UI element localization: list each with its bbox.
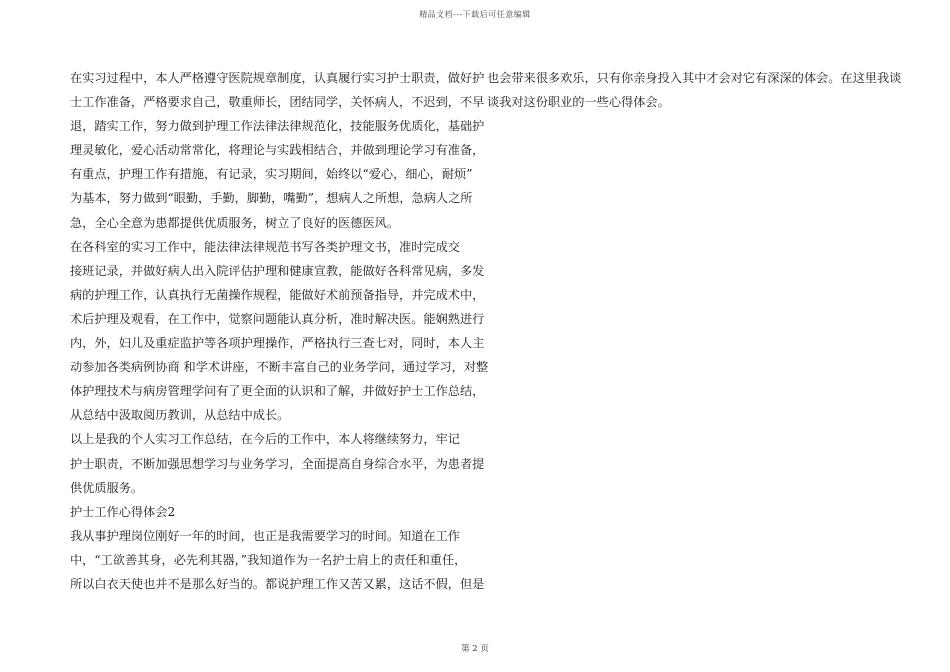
text-line: 中，“工欲善其身，必先利其器，”我知道作为一名护士肩上的责任和重任， bbox=[70, 552, 467, 567]
left-text-column bbox=[70, 66, 489, 596]
text-line: 有重点，护理工作有措施，有记录，实习期间，始终以“爱心，细心，耐烦” bbox=[70, 167, 473, 182]
text-line: 为基本，努力做到“眼勤，手勤，脚勤，嘴勤”，想病人之所想，急病人之所 bbox=[70, 191, 473, 206]
text-line: 术后护理及观看，在工作中，觉察问题能认真分析，准时解决医。能娴熟进行 bbox=[70, 311, 485, 326]
text-line: 接班记录，并做好病人出入院评估护理和健康宣教，能做好各科常见病，多发 bbox=[70, 263, 485, 278]
page-header: 精品文档---下载后可任意编辑 bbox=[419, 10, 531, 19]
text-line: 谈我对这份职业的一些心得体会。 bbox=[487, 95, 670, 110]
text-line: 急，全心全意为患都提供优质服务，树立了良好的医德医风。 bbox=[70, 215, 400, 230]
text-line: 我从事护理岗位刚好一年的时间，也正是我需要学习的时间。知道在工作 bbox=[70, 528, 460, 543]
text-line: 以上是我的个人实习工作总结，在今后的工作中，本人将继续努力，牢记 bbox=[70, 432, 460, 447]
text-line: 护士工作心得体会2 bbox=[70, 504, 176, 519]
text-line: 在实习过程中，本人严格遵守医院规章制度，认真履行实习护士职责，做好护 bbox=[70, 71, 485, 85]
text-line: 退，踏实工作，努力做到护理工作法律法律规范化，技能服务优质化，基础护 bbox=[70, 119, 485, 134]
page-number: 第 2 页 bbox=[461, 644, 489, 654]
text-line: 从总结中汲取阅历教训，从总结中成长。 bbox=[70, 408, 290, 423]
text-line: 内，外，妇儿及重症监护等各项护理操作，严格执行三查七对，同时，本人主 bbox=[70, 336, 485, 351]
text-line: 士工作准备，严格要求自己，敬重师长，团结同学，关怀病人，不迟到，不早 bbox=[70, 95, 485, 110]
text-line: 理灵敏化，爱心活动常常化，将理论与实践相结合，并做到理论学习有准备， bbox=[70, 143, 485, 158]
text-line: 在各科室的实习工作中，能法律法律规范书写各类护理文书，准时完成交 bbox=[70, 239, 460, 254]
text-line: 也会带来很多欢乐，只有你亲身投入其中才会对它有深深的体会。在这里我谈 bbox=[487, 71, 902, 85]
text-line: 体护理技术与病房管理学问有了更全面的认识和了解，并做好护士工作总结， bbox=[70, 384, 485, 399]
right-text-column bbox=[487, 66, 902, 114]
text-line: 病的护理工作，认真执行无菌操作规程，能做好术前预备指导，并完成术中， bbox=[70, 287, 485, 302]
text-line: 护士职责，不断加强思想学习与业务学习，全面提高自身综合水平，为患者提 bbox=[70, 456, 485, 471]
text-line: 所以白衣天使也并不是那么好当的。都说护理工作又苦又累，这话不假，但是 bbox=[70, 576, 485, 591]
text-line: 供优质服务。 bbox=[70, 480, 144, 495]
text-line: 动参加各类病例协商 和学术讲座，不断丰富自己的业务学问，通过学习，对整 bbox=[70, 360, 489, 375]
